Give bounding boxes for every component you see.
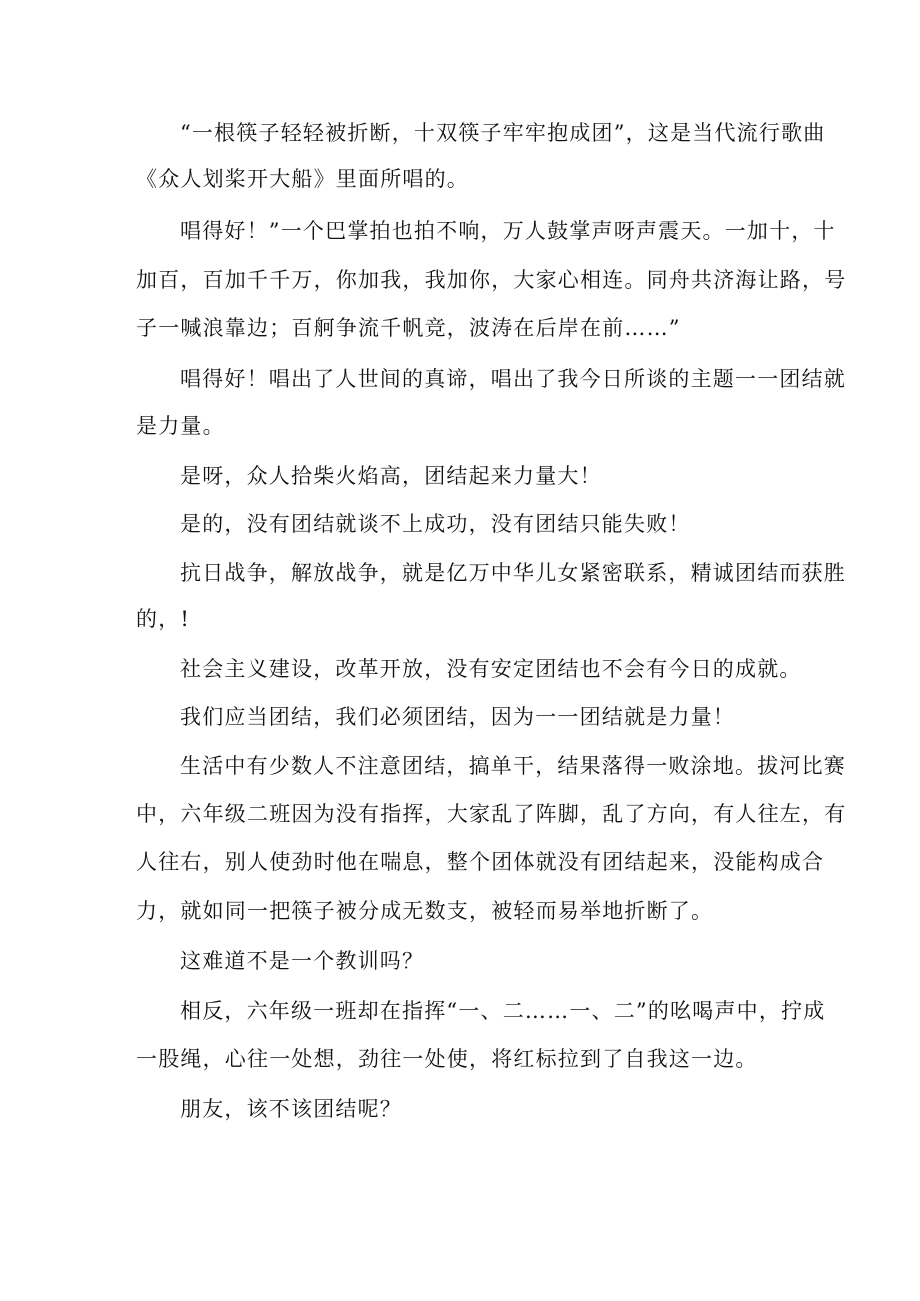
paragraph-6-line-2: 的，! — [136, 607, 191, 631]
paragraph-9-line-3: 人往右，别人使劲时他在喘息，整个团体就没有团结起来，没能构成合 — [136, 850, 825, 874]
paragraph-11-line-1: 相反，六年级一班却在指挥“一、二……一、二”的吆喝声中，拧成 — [180, 999, 826, 1023]
paragraph-7-line-1: 社会主义建设，改革开放，没有安定团结也不会有今日的成就。 — [180, 657, 802, 681]
paragraph-1-line-1: “一根筷子轻轻被折断，十双筷子牢牢抱成团”，这是当代流行歌曲 — [180, 121, 826, 145]
paragraph-4-line-1: 是呀，众人拾柴火焰高，团结起来力量大！ — [180, 464, 602, 488]
paragraph-9-line-1: 生活中有少数人不注意团结，搞单干，结果落得一败涂地。拔河比赛 — [180, 754, 846, 778]
paragraph-8-line-1: 我们应当团结，我们必须团结，因为一一团结就是力量！ — [180, 705, 735, 729]
paragraph-2-line-1: 唱得好！”一个巴掌拍也拍不响，万人鼓掌声呀声震天。一加十，十 — [180, 219, 836, 243]
paragraph-6-line-1: 抗日战争，解放战争，就是亿万中华儿女紧密联系，精诚团结而获胜 — [180, 561, 846, 585]
paragraph-2-line-2: 加百，百加千千万，你加我，我加你，大家心相连。同舟共济海让路，号 — [136, 268, 847, 292]
paragraph-3-line-2: 是力量。 — [136, 414, 225, 438]
paragraph-9-line-2: 中，六年级二班因为没有指挥，大家乱了阵脚，乱了方向，有人往左，有 — [136, 802, 847, 826]
paragraph-1-line-2: 《众人划桨开大船》里面所唱的。 — [136, 167, 469, 191]
paragraph-11-line-2: 一股绳，心往一处想，劲往一处使，将红标拉到了自我这一边。 — [136, 1047, 758, 1071]
paragraph-5-line-1: 是的，没有团结就谈不上成功，没有团结只能失败！ — [180, 512, 691, 536]
paragraph-12-line-1: 朋友，该不该团结呢？ — [180, 1097, 402, 1121]
paragraph-3-line-1: 唱得好！唱出了人世间的真谛，唱出了我今日所谈的主题一一团结就 — [180, 367, 846, 391]
paragraph-10-line-1: 这难道不是一个教训吗？ — [180, 949, 425, 973]
paragraph-9-line-4: 力，就如同一把筷子被分成无数支，被轻而易举地折断了。 — [136, 899, 714, 923]
paragraph-2-line-3: 子一喊浪靠边；百舸争流千帆竞，波涛在后岸在前……” — [136, 316, 681, 340]
